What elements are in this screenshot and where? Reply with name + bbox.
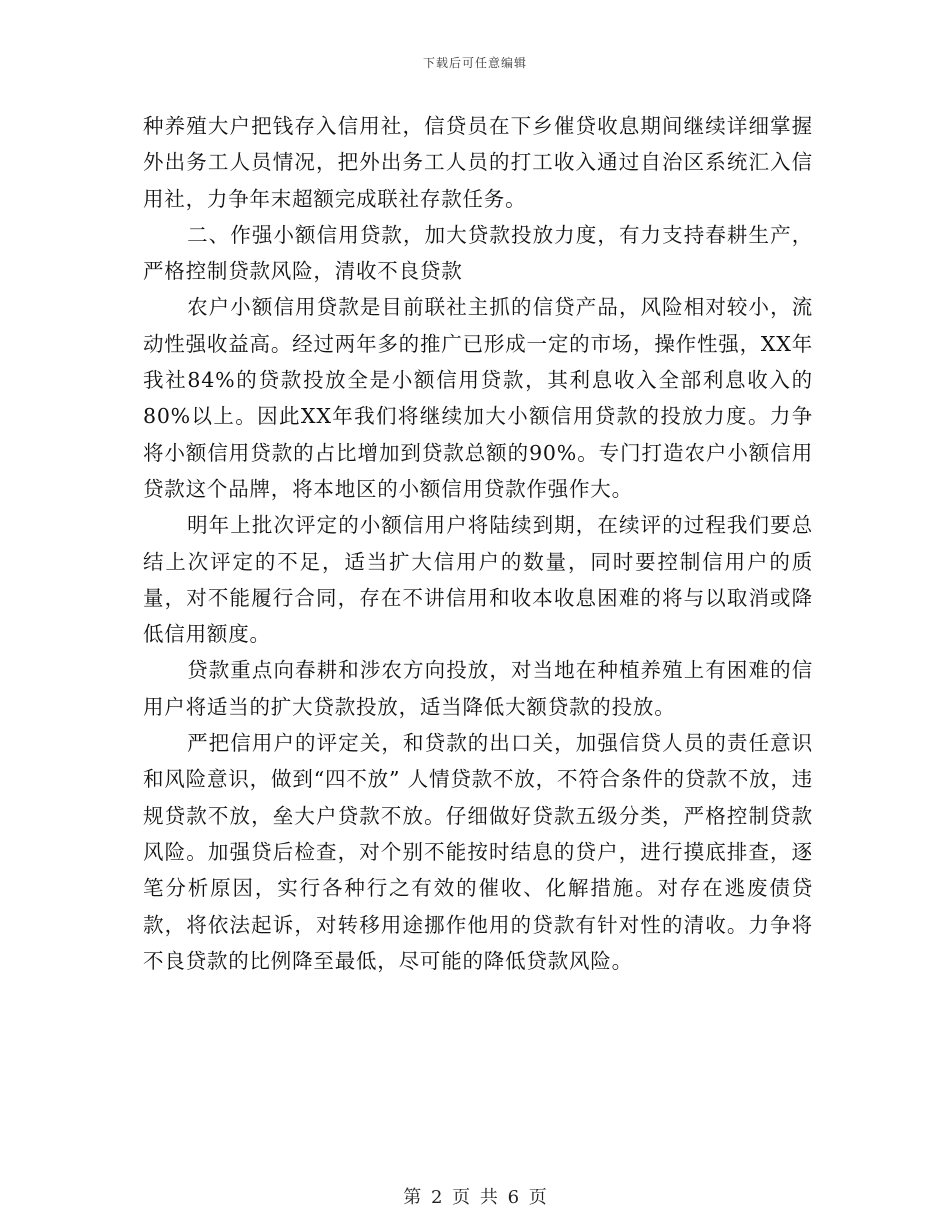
- page-header: 下载后可任意编辑: [422, 56, 527, 70]
- paragraph-continued: 种养殖大户把钱存入信用社，信贷员在下乡催贷收息期间继续详细掌握外出务工人员情况，把外出务工人员的打工收入通过自治区系统汇入信用社，力争年末超额完成联社存款任务。: [143, 114, 813, 211]
- document-body: [143, 108, 813, 979]
- paragraph: 农户小额信用贷款是目前联社主抓的信贷产品，风险相对较小，流动性强收益高。经过两年多的推广已形成一定的市场，操作性强，XX年我社84%的贷款投放全是小额信用贷款，其利息收入全部利息收入的80%以上。因此XX年我们将继续加大小额信用贷款的投放力度。力争将小额信用贷款的占比增加到贷款总额的90%。专门打造农户小额信用贷款这个品牌，将本地区的小额信用贷款作强作大。: [143, 295, 813, 501]
- page-number-footer: 第 2 页 共 6 页: [403, 1187, 547, 1208]
- paragraph: 严把信用户的评定关，和贷款的出口关，加强信贷人员的责任意识和风险意识，做到“四不放” 人情贷款不放，不符合条件的贷款不放，违规贷款不放，垒大户贷款不放。仔细做好贷款五级分类，严格控制贷款风险。加强贷后检查，对个别不能按时结息的贷户，进行摸底排查，逐笔分析原因，实行各种行之有效的催收、化解措施。对存在逃废债贷款，将依法起诉，对转移用途挪作他用的贷款有针对性的清收。力争将不良贷款的比例降至最低，尽可能的降低贷款风险。: [143, 731, 813, 973]
- paragraph: 明年上批次评定的小额信用户将陆续到期，在续评的过程我们要总结上次评定的不足，适当扩大信用户的数量，同时要控制信用户的质量，对不能履行合同，存在不讲信用和收本收息困难的将与以取消或降低信用额度。: [143, 513, 813, 647]
- section-heading: 二、作强小额信用贷款，加大贷款投放力度，有力支持春耕生产，严格控制贷款风险，清收不良贷款: [143, 222, 813, 284]
- paragraph: 贷款重点向春耕和涉农方向投放，对当地在种植养殖上有困难的信用户将适当的扩大贷款投放，适当降低大额贷款的投放。: [143, 658, 813, 719]
